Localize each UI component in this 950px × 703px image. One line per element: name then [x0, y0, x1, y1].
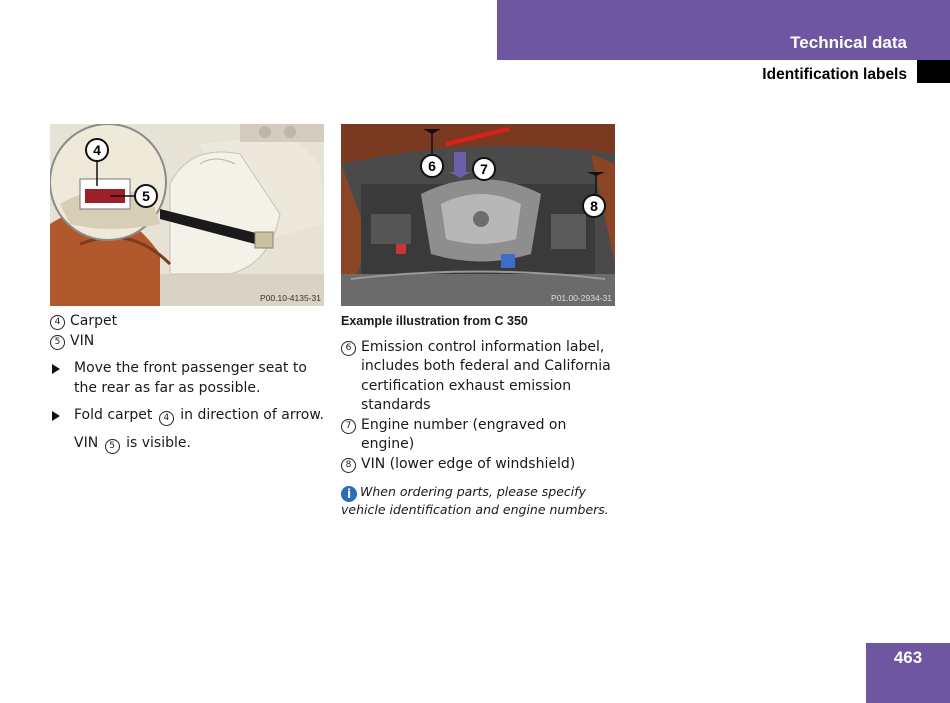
instruction-step: [50, 406, 325, 426]
callout-8: [583, 195, 605, 217]
legend-item: [341, 338, 619, 416]
legend-item: [341, 416, 619, 455]
left-column: [50, 312, 325, 454]
info-note: [341, 484, 619, 519]
step-text: Move the front passenger seat to the rear as far as possible.: [74, 360, 307, 396]
page-number-box: [866, 643, 950, 703]
legend-item: [50, 312, 325, 332]
legend-item: [341, 455, 619, 475]
legend-number: 6: [341, 341, 356, 356]
svg-text:6: 6: [428, 158, 436, 174]
callout-5: [135, 185, 157, 207]
legend-text: Carpet: [70, 313, 118, 329]
svg-text:5: 5: [142, 188, 150, 204]
instruction-step: [50, 359, 325, 398]
figure-engine-bay: [341, 124, 615, 306]
right-column: [341, 312, 619, 519]
legend-number: 7: [341, 419, 356, 434]
svg-text:4: 4: [93, 142, 101, 158]
subtitle-tab-marker: [917, 60, 950, 83]
figure-passenger-seat: [50, 124, 324, 306]
bullet-arrow-icon: [52, 364, 60, 374]
callout-6: [421, 155, 443, 177]
callout-4: [86, 139, 108, 161]
page-number: 463: [893, 648, 923, 667]
svg-text:7: 7: [480, 161, 488, 177]
figure-code: P00.10-4135-31: [260, 293, 321, 303]
legend-number: 5: [105, 439, 120, 454]
note-text: When ordering parts, please specify vehicle identification and engine numbers.: [341, 484, 609, 518]
step-text: Fold carpet 4 in direction of arrow.: [74, 406, 324, 426]
legend-number: 4: [50, 315, 65, 330]
result-text: VIN 5 is visible.: [74, 434, 325, 454]
legend-number: 4: [159, 411, 174, 426]
figure-code: P01.00-2934-31: [551, 293, 612, 303]
page-subtitle: Identification labels: [762, 66, 907, 83]
callout-7: [473, 158, 495, 180]
info-icon: i: [341, 486, 357, 502]
legend-text: Emission control information label, includes both federal and California certification exhaust emission standards: [361, 338, 611, 413]
section-title: Technical data: [790, 33, 907, 52]
legend-item: [50, 332, 325, 352]
legend-number: 5: [50, 335, 65, 350]
legend-text: VIN: [70, 332, 95, 349]
legend-number: 8: [341, 458, 356, 473]
svg-text:8: 8: [590, 198, 598, 214]
legend-text: Engine number (engraved on engine): [361, 416, 567, 452]
header-band: [497, 0, 950, 60]
bullet-arrow-icon: [52, 411, 60, 421]
figure-caption: Example illustration from C 350: [341, 314, 528, 328]
legend-text: VIN (lower edge of windshield): [361, 455, 576, 472]
